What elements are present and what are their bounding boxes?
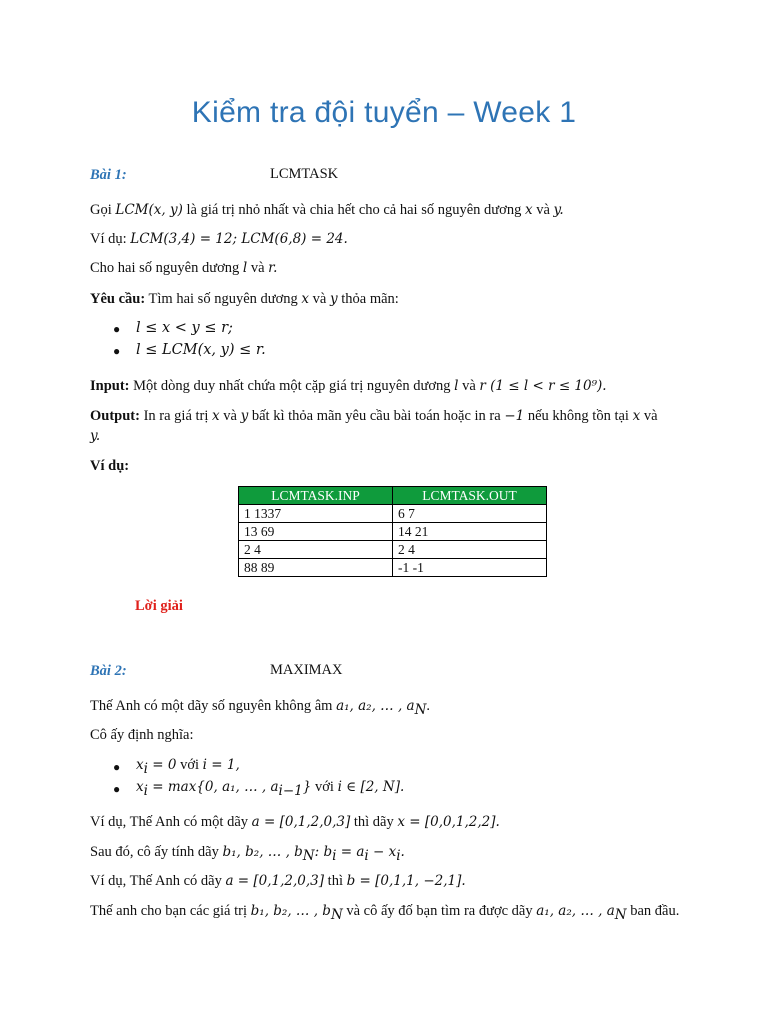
bullet-icon: ● (113, 782, 121, 796)
problem1-condition-2: l ≤ LCM(x, y) ≤ r. (136, 342, 266, 358)
problem2-definition: Cô ấy định nghĩa: (90, 727, 194, 743)
table-cell: 1 1337 (239, 505, 393, 523)
table-cell: -1 -1 (393, 559, 547, 577)
bullet-icon: ● (113, 344, 121, 358)
bullet-icon: ● (113, 760, 121, 774)
problem2-condition-1: $x_i = 0$ với i = 1, (136, 757, 240, 777)
table-row (239, 505, 547, 523)
table-cell: 2 4 (393, 541, 547, 559)
problem2-condition-2: $x_i = \max\{0$, a₁, … , $a_{i-1}$} với i ∈ [2, N]. (136, 779, 405, 799)
table-row (239, 559, 547, 577)
problem1-given: Cho hai số nguyên dương l và r. (90, 260, 278, 276)
problem1-output: Output: In ra giá trị x và y bất kì thỏa mãn yêu cầu bài toán hoặc in ra −1 nếu không tồn tại x và (90, 408, 658, 424)
problem2-task: Thế anh cho bạn các giá trị b₁, b₂, … , $b_N$ và cô ấy đố bạn tìm ra được dãy a₁, a₂, … , $a_N$ ban đầu. (90, 903, 680, 923)
problem1-output-cont: y. (90, 428, 101, 444)
table-header-row (239, 487, 547, 505)
problem2-name: MAXIMAX (270, 662, 343, 678)
problem1-name: LCMTASK (270, 166, 339, 182)
problem1-input: Input: Một dòng duy nhất chứa một cặp giá trị nguyên dương l và r (1 ≤ l < r ≤ 10⁹). (90, 378, 607, 394)
page-title: Kiểm tra đội tuyển – Week 1 (191, 96, 577, 129)
problem1-label: Bài 1: (90, 167, 127, 183)
table-cell: 14 21 (393, 523, 547, 541)
table-cell: 88 89 (239, 559, 393, 577)
table-cell: 2 4 (239, 541, 393, 559)
table-header: LCMTASK.OUT (393, 487, 547, 505)
solution-link[interactable]: Lời giải (135, 598, 183, 614)
table-header: LCMTASK.INP (239, 487, 393, 505)
problem2-intro: Thế Anh có một dãy số nguyên không âm a₁, a₂, … , $a_N$. (90, 698, 431, 718)
table-row (239, 541, 547, 559)
problem1-requirement: Yêu cầu: Tìm hai số nguyên dương x và y thỏa mãn: (90, 291, 399, 307)
problem1-example-label: Ví dụ: (90, 458, 130, 474)
problem1-example: Ví dụ: LCM(3,4) = 12; LCM(6,8) = 24. (90, 231, 348, 247)
problem1-condition-1: l ≤ x < y ≤ r; (136, 320, 233, 336)
problem2-label: Bài 2: (90, 663, 127, 679)
sample-table (238, 486, 547, 577)
problem2-compute: Sau đó, cô ấy tính dãy b₁, b₂, … , $b_N$: $b_i = a_i - x_i$. (90, 844, 405, 864)
table-row (239, 523, 547, 541)
bullet-icon: ● (113, 322, 121, 336)
problem2-example-2: Ví dụ, Thế Anh có dãy a = [0,1,2,0,3] thì b = [0,1,1, −2,1]. (90, 873, 466, 889)
problem1-definition: Gọi LCM(x, y) là giá trị nhỏ nhất và chia hết cho cả hai số nguyên dương x và y. (90, 202, 564, 218)
table-cell: 6 7 (393, 505, 547, 523)
problem2-example-1: Ví dụ, Thế Anh có một dãy a = [0,1,2,0,3] thì dãy x = [0,0,1,2,2]. (90, 814, 500, 830)
table-cell: 13 69 (239, 523, 393, 541)
